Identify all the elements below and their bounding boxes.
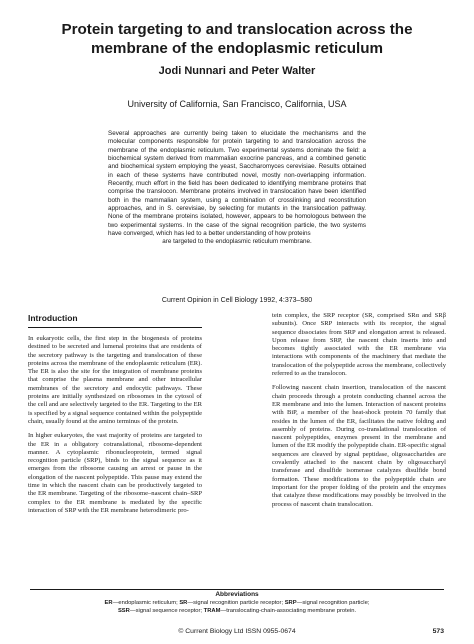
abstract-body: Several approaches are currently being taken to elucidate the mechanisms and the molecular components responsible for protein targeting to and translocation across the membrane of the endoplasmic reticulum. Two experimental systems dominate the field: a biochemical system derived from mammalian exocrine pancreas, and a combined genetic and biochemical system employing the yeast, Saccharomyces cerevisiae. Results obtained in each of these systems have contributed novel, mostly non-overlapping information. Recently, much effort in the field has been dedicated to identifying membrane proteins that comprise the translocon. Membrane proteins involved in translocation have been identified both in the mammalian system, using a combination of crosslinking and reconstitution approaches, and in S. cerevisiae, by selecting for mutants in the translocation pathway. None of the membrane proteins isolated, however, appears to be homologous between the two experimental systems. In the case of the signal recognition particle, the two systems have converged, which has led to a better understanding of how proteins <box>108 130 366 238</box>
page-footer <box>30 627 444 637</box>
abbreviation-term: SRP <box>284 600 297 606</box>
journal-citation: Current Opinion in Cell Biology 1992, 4:373–580 <box>161 297 313 304</box>
abbreviation-term: SSR <box>117 607 130 614</box>
article-authors: Jodi Nunnari and Peter Walter <box>158 65 316 77</box>
abstract <box>108 130 366 247</box>
section-heading-introduction: Introduction <box>28 313 202 328</box>
abbreviations-line-2 <box>30 608 444 616</box>
right-column <box>272 312 446 509</box>
abbreviation-term: ER <box>104 600 113 606</box>
body-paragraph: In higher eukaryotes, the vast majority of proteins are targeted to the ER in a obligatory cotranslational, ribosome-dependent manner. A cytoplasmic ribonucleoprotein, termed signal recognition particle (SRP), binds to the signal sequence as it emerges from the ribosome causing an arrest or pause in the elongation of the nascent polypeptide. This pause may extend the time in which the nascent chain can be productively targeted to the ER membrane. Targeting of the ribosome–nascent chain–SRP complex to the ER membrane is mediated by the specific interaction of SRP with the ER membrane heterodimeric pro- <box>28 432 202 514</box>
abbreviations-heading: Abbreviations <box>215 591 259 598</box>
article-title: Protein targeting to and translocation across the membrane of the endoplasmic reticulum <box>61 21 413 57</box>
abbreviations-divider <box>30 589 444 590</box>
copyright-notice: © Current Biology Ltd ISSN 0955-0674 <box>178 628 296 635</box>
abbreviation-term: SR <box>179 600 188 606</box>
body-paragraph: Following nascent chain insertion, translocation of the nascent chain proceeds through a protein conducting channel across the ER membrane and into the lumen. Interaction of nascent proteins with BiP, a member of the heat-shock protein 70 family that resides in the lumen of the ER, facilitates the native folding and assembly of proteins. During co-translational translocation of nascent polypeptides, enzymes present in the membrane and lumen of the ER modify the polypeptide chain. ER-specific signal sequences are cleaved by signal peptidase, oligosaccharides are covalently attached to the nascent chain by oligosaccharyl transferase and disulfide isomerase catalyzes disulfide bond formation. These modifications to the polypeptide chain are important for the proper folding of the protein and the enzymes that catalyze these modifications may possibly be involved in the process of nascent chain translocation. <box>272 384 446 508</box>
author-affiliation: University of California, San Francisco, California, USA <box>127 99 347 109</box>
abbreviation-term: TRAM <box>203 607 221 614</box>
abbreviation-definition: —translocating-chain-associating membrane protein. <box>220 607 357 614</box>
page-number: 573 <box>432 628 444 635</box>
body-paragraph: tein complex, the SRP receptor (SR, comprised SRα and SRβ subunits). Once SRP interacts with its receptor, the signal sequence dissociates from SRP and elongation arrest is released. Upon release from SRP, the nascent chain inserts into and becomes tightly associated with the ER membrane via interactions with components of the machinery that mediate the translocation of the polypeptide across the membrane, collectively referred to as the translocon. <box>272 312 446 378</box>
abbreviations-list <box>30 600 444 616</box>
abbreviations-line-1 <box>30 600 444 608</box>
abstract-last-line: are targeted to the endoplasmic reticulum membrane. <box>162 238 312 246</box>
left-column <box>28 313 202 515</box>
abbreviation-definition: —signal recognition particle; <box>296 600 370 606</box>
abbreviation-definition: —signal recognition particle receptor; <box>187 600 285 606</box>
abbreviation-definition: —signal sequence receptor; <box>129 607 204 614</box>
abbreviation-definition: —endoplasmic reticulum; <box>112 600 180 606</box>
body-paragraph: In eukaryotic cells, the first step in the biogenesis of proteins destined to be secreted and lumenal proteins that are residents of the secretory pathway is the targeting and translocation of these proteins across the membrane of the endoplasmic reticulum (ER). The ER is also the site for the integration of membrane proteins that comprise the plasma membrane and other intracellular membranes of the secretory and endocytic pathways. These proteins are initially synthesized on ribosomes in the cytosol of the cell and are selectively targeted to the ER. Targeting to the ER is specified by a signal sequence contained within the polypeptide chain, usually found at the amino terminus of the protein. <box>28 335 202 425</box>
